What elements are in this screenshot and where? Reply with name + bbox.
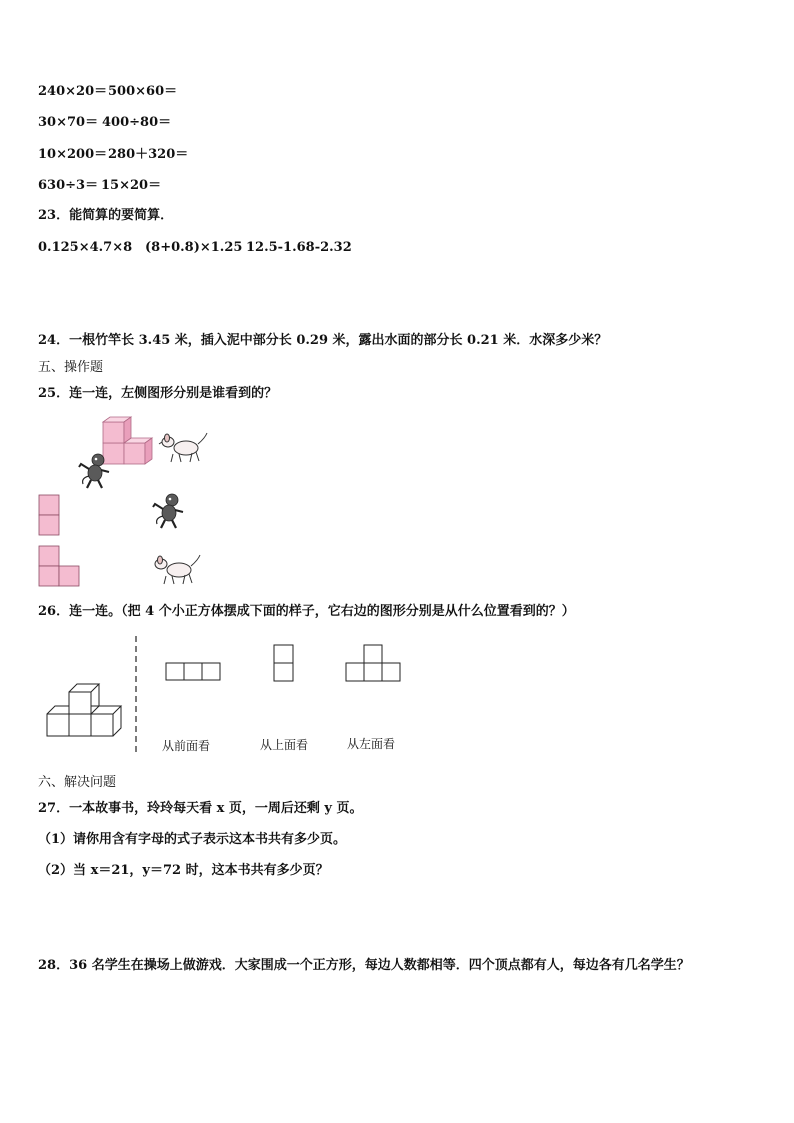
q24-text: 24．一根竹竿长 3.45 米，插入泥中部分长 0.29 米，露出水面的部分长 0.21 米．水深多少米？ <box>38 333 608 348</box>
q26-divider <box>134 636 138 754</box>
q23-title: 23．能简算的要简算． <box>38 208 174 223</box>
calc-row-3-right: 280＋320＝ <box>108 147 189 162</box>
dog-icon <box>152 552 202 586</box>
q26-title: 26．连一连。（把 4 个小正方体摆成下面的样子，它右边的图形分别是从什么位置看到的？） <box>38 604 575 619</box>
q26-cube-arrangement <box>44 680 128 740</box>
q28-text: 28．36 名学生在操场上做游戏．大家围成一个正方形，每边人数都相等．四个顶点都有人，每边各有几名学生？ <box>38 958 690 973</box>
calc-row-2-left: 30×70＝ <box>38 115 99 130</box>
calc-row-4-right: 15×20＝ <box>101 178 162 193</box>
q23-expr-3: 12.5-1.68-2.32 <box>246 240 352 255</box>
q26-label-top: 从上面看 <box>260 738 309 752</box>
dog-icon <box>159 430 209 464</box>
q25-view-vertical <box>38 494 62 538</box>
calc-row-1-left: 240×20＝ <box>38 84 108 99</box>
calc-row-3-left: 10×200＝ <box>38 147 108 162</box>
q23-expr-1: 0.125×4.7×8 <box>38 240 133 255</box>
q26-view-t-shape <box>345 644 403 682</box>
q26-label-front: 从前面看 <box>162 739 211 753</box>
calc-row-2-right: 400÷80＝ <box>102 115 172 130</box>
monkey-icon <box>152 492 188 530</box>
calc-row-1-right: 500×60＝ <box>108 84 178 99</box>
calc-row-4-left: 630÷3＝ <box>38 178 99 193</box>
q25-view-L <box>38 545 84 589</box>
section-5-title: 五、操作题 <box>38 360 104 375</box>
q26-view-row <box>165 662 221 682</box>
q26-view-column <box>273 644 295 682</box>
q23-expr-2: (8+0.8)×1.25 <box>145 240 243 255</box>
q25-title: 25．连一连，左侧图形分别是谁看到的？ <box>38 386 278 401</box>
section-6-title: 六、解决问题 <box>38 775 117 790</box>
q26-label-left: 从左面看 <box>347 737 396 751</box>
q27-part-2: （2）当 x＝21，y＝72 时，这本书共有多少页？ <box>38 863 329 878</box>
q27-title: 27．一本故事书，玲玲每天看 x 页，一周后还剩 y 页。 <box>38 801 363 816</box>
q27-part-1: （1）请你用含有字母的式子表示这本书共有多少页。 <box>38 832 347 847</box>
monkey-icon <box>78 452 114 490</box>
